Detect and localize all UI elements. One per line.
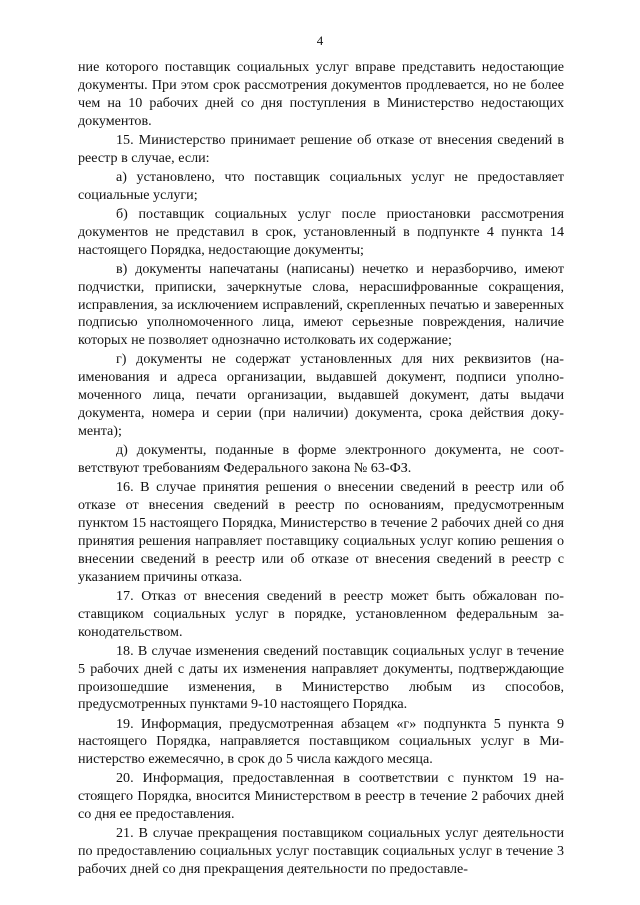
paragraph-subitem-v: в) документы напечатаны (написаны) нечетко и неразборчиво, имеют подчистки, приписки, зачеркнутые слова, нерасшифрованные сокращения, исправления, за исключением исправлений, скрепленных печатью и заверенных подписью уполномоченного лица, имеют серьезные повреждения, наличие которых не позволяет однозначно истолковать их содержание; <box>78 260 564 349</box>
paragraph-item-17: 17. Отказ от внесения сведений в реестр может быть обжалован поставщиком социальных услуг в порядке, установленном федеральным законодательством. <box>78 587 564 640</box>
paragraph-subitem-b: б) поставщик социальных услуг после приостановки рассмотрения документов не представил в срок, установленный в подпункте 4 пункта 14 настоящего Порядка, недостающие документы; <box>78 205 564 258</box>
paragraph-item-21: 21. В случае прекращения поставщиком социальных услуг деятельности по предоставлению социальных услуг поставщик социальных услуг в течение 3 рабочих дней со дня прекращения деятельности по предоставле- <box>78 825 564 878</box>
paragraph-item-19: 19. Информация, предусмотренная абзацем «г» подпункта 5 пункта 9 настоящего Порядка, направляется поставщиком социальных услуг в Министерство ежемесячно, в срок до 5 числа каждого месяца. <box>78 715 564 768</box>
paragraph-subitem-d: д) документы, поданные в форме электронного документа, не соответствуют требованиям Федерального закона № 63-ФЗ. <box>78 442 564 477</box>
paragraph-continuation: ние которого поставщик социальных услуг вправе представить недостающие документы. При этом срок рассмотрения документов продлевается, но не более чем на 10 рабочих дней со дня поступления в Министерство недостающих документов. <box>78 59 564 129</box>
paragraph-item-20: 20. Информация, предоставленная в соответствии с пунктом 19 настоящего Порядка, вносится Министерством в реестр в течение 2 рабочих дней со дня ее предоставления. <box>78 770 564 823</box>
paragraph-subitem-a: а) установлено, что поставщик социальных услуг не предоставляет социальные услуги; <box>78 168 564 203</box>
paragraph-item-18: 18. В случае изменения сведений поставщик социальных услуг в течение 5 рабочих дней с даты их изменения направляет документы, подтверждающие произошедшие изменения, в Министерство любым из способов, предусмотренных пунктами 9-10 настоящего Порядка. <box>78 642 564 713</box>
document-body <box>78 59 564 879</box>
page-number: 4 <box>316 33 324 48</box>
paragraph-item-16: 16. В случае принятия решения о внесении сведений в реестр или об отказе от внесения сведений в реестр по основаниям, предусмотренным пунктом 15 настоящего Порядка, Министерство в течение 2 рабочих дней со дня принятия решения направляет поставщику социальных услуг копию решения о внесении сведений в реестр или об отказе от внесения сведений в реестр с указанием причины отказа. <box>78 479 564 585</box>
paragraph-item-15: 15. Министерство принимает решение об отказе от внесения сведений в реестр в случае, если: <box>78 131 564 166</box>
paragraph-subitem-g: г) документы не содержат установленных для них реквизитов (наименования и адреса организации, выдавшей документ, подписи уполномоченного лица, печати организации, выдавшей документ, даты выдачи документа, номера и серии (при наличии) документа, срока действия документа); <box>78 351 564 440</box>
